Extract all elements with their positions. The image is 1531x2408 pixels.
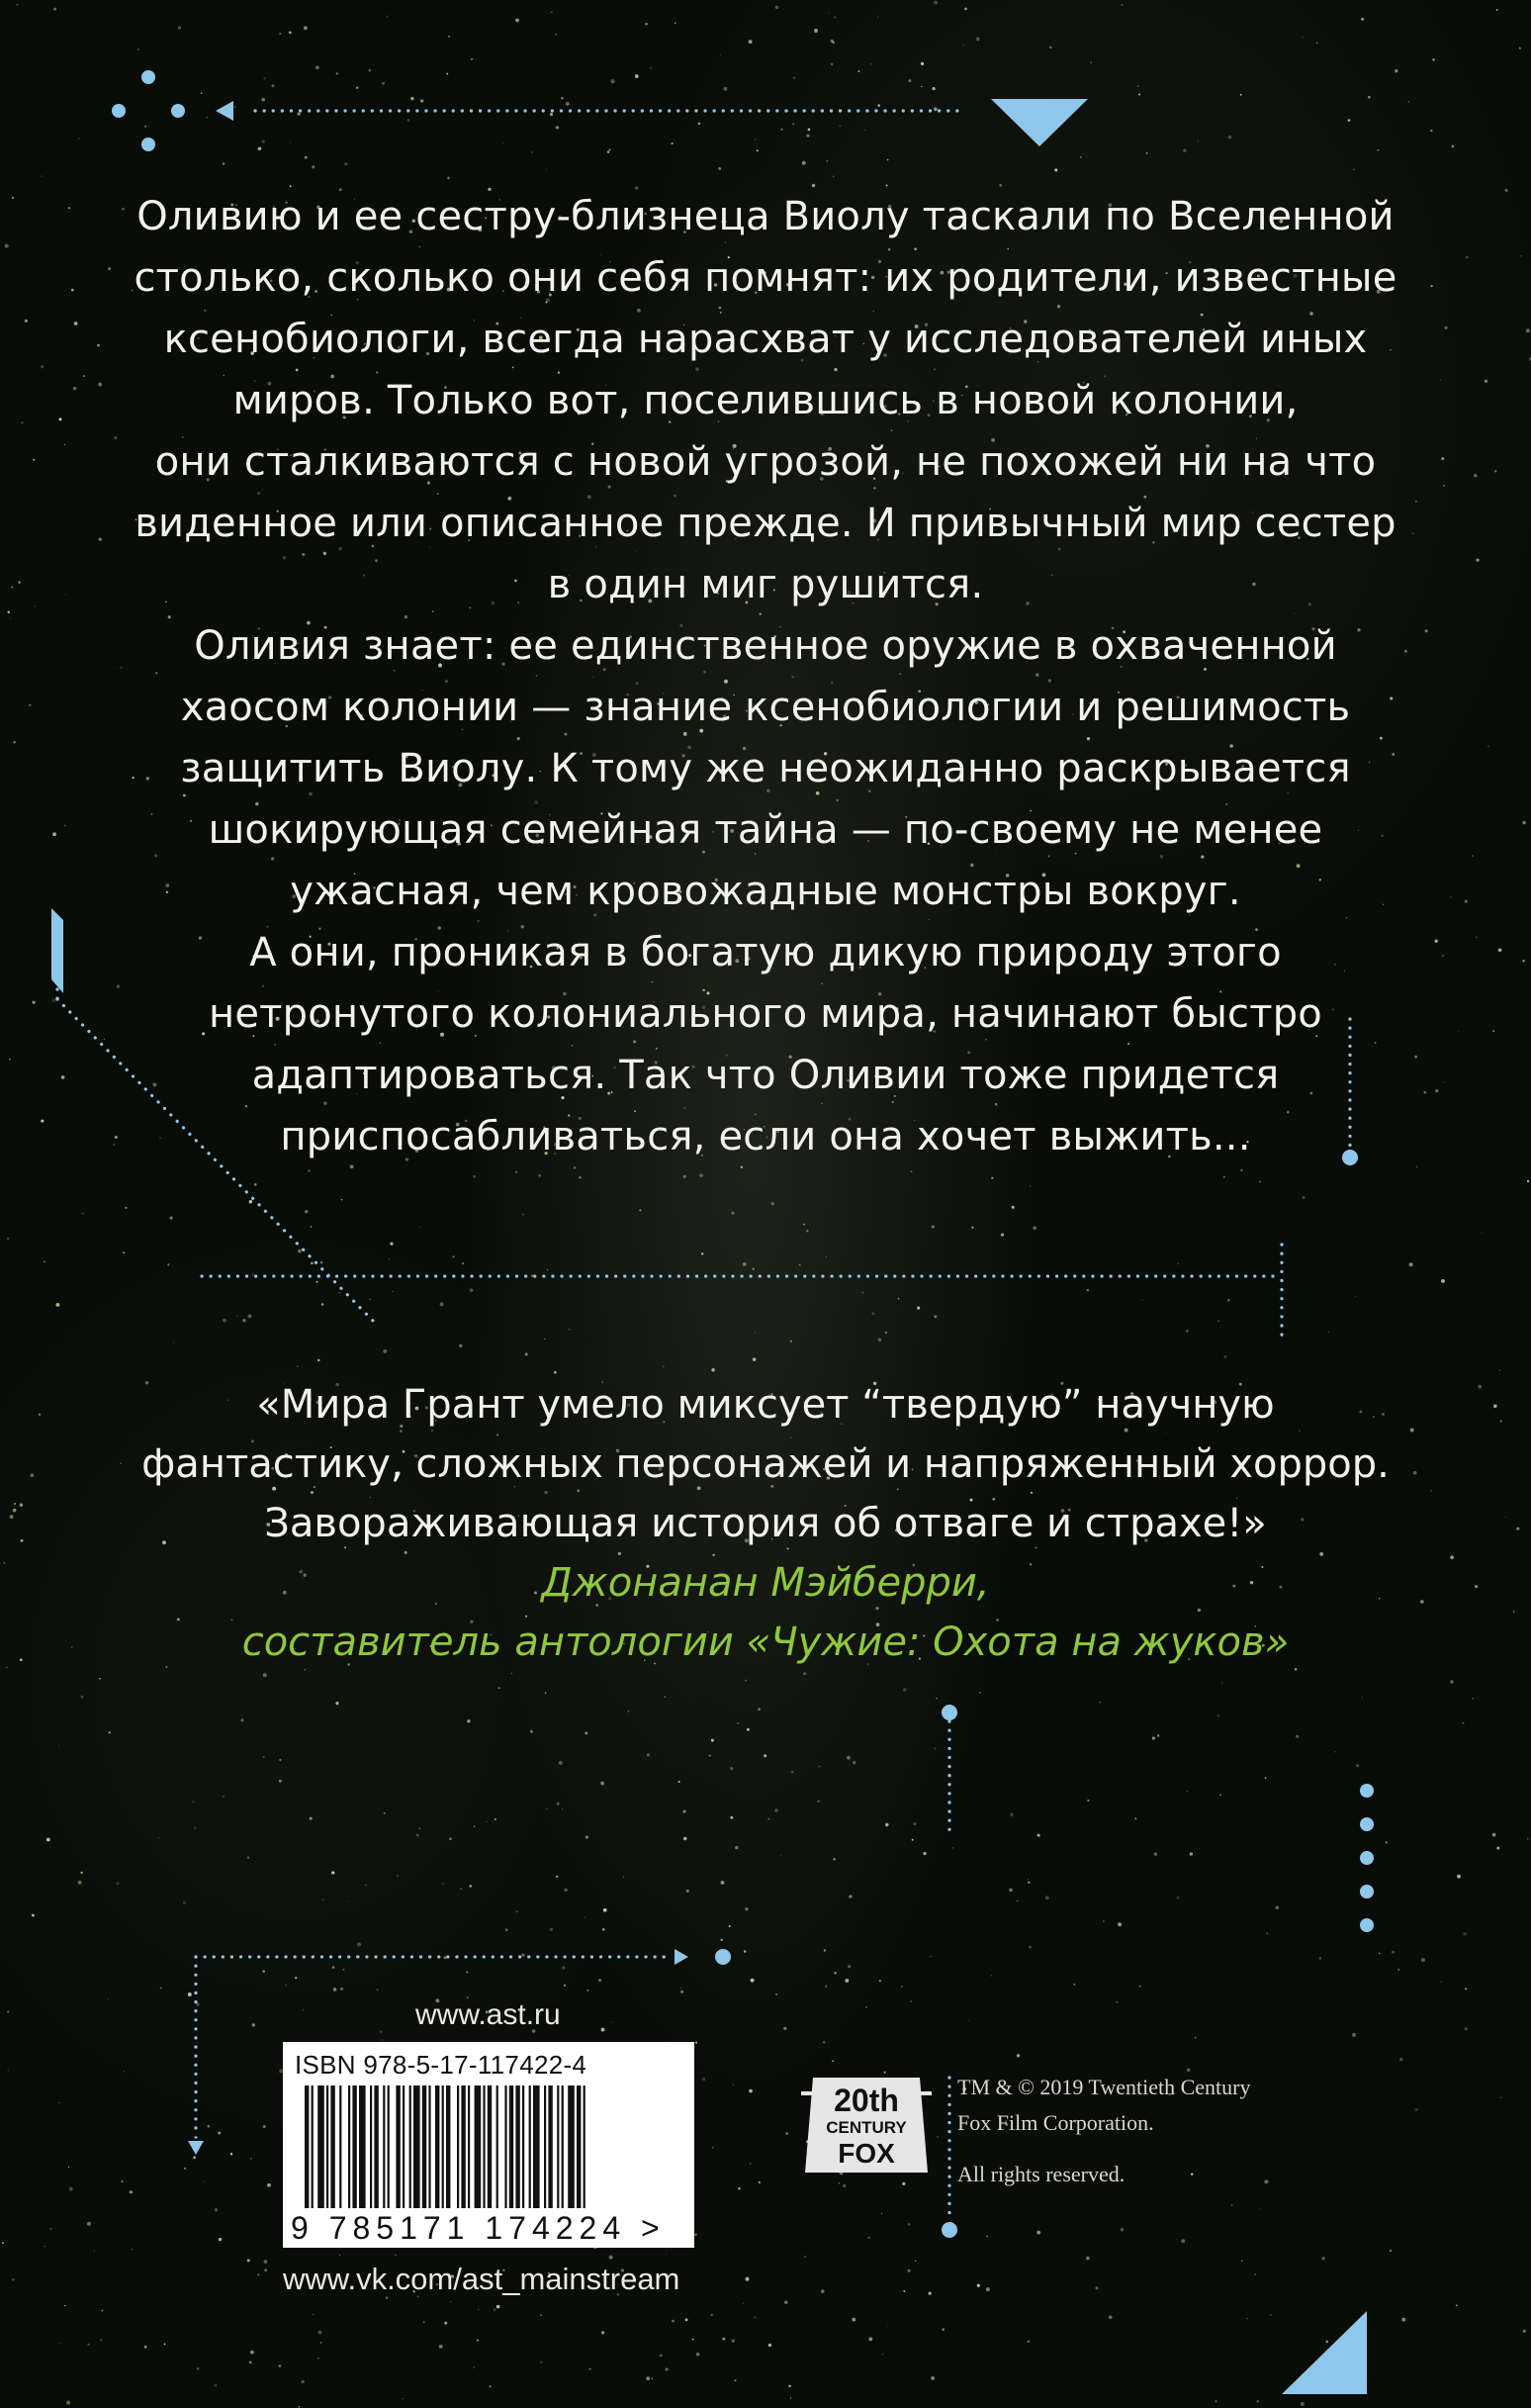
barcode-bar [509,2085,513,2208]
barcode-bar [548,2085,552,2208]
barcode-bar [522,2085,524,2208]
blurb-line: шокирующая семейная тайна — по-своему не менее [208,807,1323,853]
barcode-bar [352,2085,356,2208]
barcode-bar [483,2085,485,2208]
deco-dot [1360,1817,1374,1831]
blurb-line: столько, сколько они себя помнят: их родители, известные [134,255,1397,301]
deco-dot [715,1949,731,1965]
barcode-bar [577,2085,581,2208]
deco-dot [942,1705,957,1720]
barcode-bar [409,2085,411,2208]
deco-dot [1360,1851,1374,1865]
isbn-number: ISBN 978-5-17-117422-4 [295,2050,587,2080]
quote-line: Завораживающая история об отваге и страхе!» [264,1501,1267,1546]
barcode-bar [348,2085,350,2208]
logo-text-20th: 20th [834,2083,899,2118]
barcode-bar [562,2085,564,2208]
blurb-line: А они, проникая в богатую дикую природу этого [249,930,1282,975]
barcode-bar [374,2085,378,2208]
barcode-bar [496,2085,498,2208]
barcode-bar [413,2085,420,2208]
blurb-line: приспосабливаться, если она хочет выжить... [280,1114,1251,1159]
barcode-bar [533,2085,540,2208]
quote-author-role: составитель антологии «Чужие: Охота на жуков» [241,1620,1290,1665]
barcode-bar [544,2085,546,2208]
barcode-bar [383,2085,385,2208]
deco-dot [1360,1784,1374,1798]
barcode-bar [568,2085,575,2208]
barcode-bar [584,2085,585,2208]
corner-triangle-icon [1282,2311,1367,2394]
barcode-bar [339,2085,341,2208]
book-description [40,186,1491,1167]
barcode-bar [330,2085,334,2208]
barcode-bar [396,2085,400,2208]
barcode-bar [557,2085,559,2208]
copyright-line: All rights reserved. [957,2162,1126,2186]
barcode-bar [312,2085,314,2208]
down-arrow-icon [188,2141,204,2155]
deco-dot [942,2222,957,2238]
barcode-bar [504,2085,506,2208]
barcode-bar [370,2085,372,2208]
deco-dot [141,138,155,151]
logo-text-century: CENTURY [826,2118,907,2137]
copyright-line: Fox Film Corporation. [957,2110,1154,2135]
blurb-line: Оливия знает: ее единственное оружие в охваченной [194,623,1337,669]
logo-searchlight [801,2091,813,2095]
copyright-notice [957,2070,1250,2192]
blurb-line: ужасная, чем кровожадные монстры вокруг. [290,869,1241,914]
blurb-line: миров. Только вот, поселившись в новой колонии, [232,378,1299,423]
blurb-line: ксенобиологи, всегда нарасхват у исследователей иных [163,317,1368,362]
barcode-bar [442,2085,444,2208]
quote-line: «Мира Грант умело миксует “твердую” научную [256,1382,1275,1428]
barcode-bar [428,2085,430,2208]
barcode-bar [515,2085,519,2208]
blurb-line: они сталкиваются с новой угрозой, не похожей ни на что [154,439,1377,485]
blurb-line: в один миг рушится. [547,562,984,607]
barcode-bar [488,2085,492,2208]
quote-author: Джонанан Мэйберри, [541,1560,990,1606]
barcode-bar [435,2085,439,2208]
blurb-line: защитить Виолу. К тому же неожиданно раскрывается [180,746,1351,791]
barcode-bar [529,2085,531,2208]
barcode-bar [388,2085,390,2208]
isbn-barcode [283,2042,694,2248]
barcode-bar [403,2085,405,2208]
barcode-bar [359,2085,366,2208]
blurb-line: Оливию и ее сестру-близнеца Виолу таскали по Вселенной [136,194,1395,239]
publisher-social-link: www.vk.com/ast_mainstream [283,2262,680,2296]
barcode-bar [317,2085,324,2208]
review-quote [59,1375,1472,1672]
logo-searchlight [920,2091,932,2095]
logo-text-fox: FOX [838,2138,895,2169]
deco-dot [1360,1918,1374,1932]
blurb-line: адаптироваться. Так что Оливии тоже придется [251,1053,1280,1098]
publisher-website: www.ast.ru [415,1998,561,2031]
barcode-bar [446,2085,450,2208]
blurb-line: нетронутого колониального мира, начинают быстро [209,991,1322,1037]
deco-dot [112,104,126,118]
blurb-line: хаосом колонии — знание ксенобиологии и решимость [180,685,1351,730]
barcode-bar [461,2085,465,2208]
left-arrow-icon [216,101,233,121]
barcode-bar [468,2085,470,2208]
barcode-bar [475,2085,482,2208]
blurb-line: виденное или описанное прежде. И привычный мир сестер [135,501,1396,546]
barcode-bar [326,2085,328,2208]
copyright-line: TM & © 2019 Twentieth Century [957,2075,1251,2099]
barcode-bar [305,2085,309,2208]
twentieth-century-fox-logo-icon [799,2070,934,2180]
down-triangle-icon [991,99,1088,146]
quote-line: фантастику, сложных персонажей и напряженный хоррор. [141,1441,1390,1487]
deco-dot [171,104,185,118]
right-arrow-icon [675,1949,688,1965]
deco-dot [141,70,155,84]
barcode-bar [457,2085,459,2208]
barcode-digits: 9 785171 174224 > [291,2210,666,2246]
barcode-bar [422,2085,426,2208]
deco-dot [1360,1885,1374,1899]
